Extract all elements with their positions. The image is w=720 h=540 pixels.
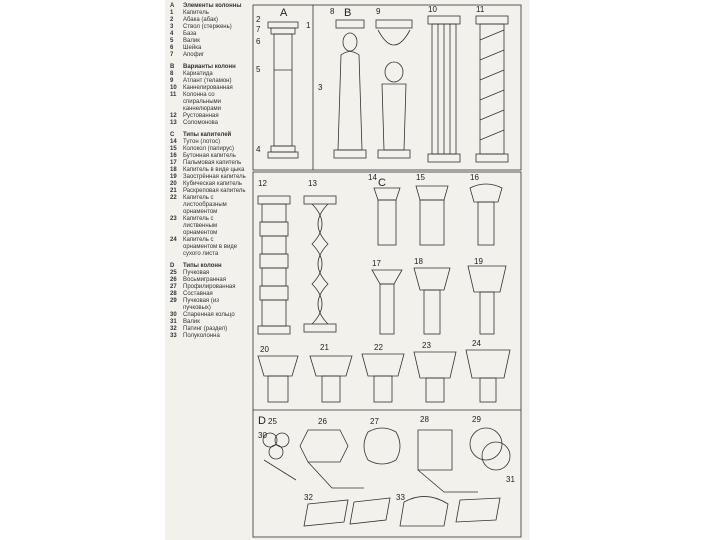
legend-section-heading [170,3,248,10]
figure-number-27: 27 [370,417,379,426]
legend-item-number: 8 [170,71,174,77]
legend-item-label: Каннелированная [183,85,233,91]
legend-section-heading [170,263,248,270]
legend-item-number: 24 [170,237,177,243]
figure-number-28: 28 [420,415,429,424]
figure-number-4: 4 [256,145,261,154]
legend-item-number: 28 [170,291,177,297]
legend-item-label: Абака (абак) [183,17,218,23]
column-fluted [428,16,460,162]
legend-item-label: Пучковая (из пучковых) [183,298,219,311]
legend-item [170,17,248,24]
legend-item [170,71,248,78]
legend-item-label: Пучковая [183,270,210,276]
legend-item-label: Колокол (папирус) [183,146,235,152]
figure-number-33: 33 [396,493,405,502]
figure-number-8: 8 [330,7,335,16]
legend-item-number: 20 [170,181,177,187]
legend-item [170,24,248,31]
legend-item [170,160,248,167]
figure-number-7: 7 [256,25,261,34]
legend-item-label: Шейка [183,45,202,51]
column-spiral [476,16,508,162]
figure-number-26: 26 [318,417,327,426]
figure-number-6: 6 [256,37,261,46]
atlas-figure [376,20,412,158]
legend-item [170,31,248,38]
figure-number-2: 2 [256,15,261,24]
legend-item-label: Капитель с лиственным орнаментом [183,216,218,236]
figure-number-12: 12 [258,179,267,188]
legend-item-label: Составная [183,291,213,297]
legend-item-number: 6 [170,45,174,51]
legend-section-title: Элементы колонны [183,3,242,9]
legend-item-number: 19 [170,174,177,180]
column-illustrations [248,0,528,540]
legend-item-label: Валик [183,38,200,44]
legend-item-number: 33 [170,333,177,339]
legend-item-number: 13 [170,120,177,126]
legend-item [170,237,248,258]
legend-item-number: 12 [170,113,177,119]
legend-item-label: Капитель с листообразным орнаментом [183,195,227,215]
figure-number-32: 32 [304,493,313,502]
legend-item-number: 9 [170,78,174,84]
column-classic [268,22,298,158]
figure-number-19: 19 [474,257,483,266]
figure-number-10: 10 [428,5,437,14]
section-letter-c: C [378,177,386,189]
legend-item [170,167,248,174]
figure-number-22: 22 [374,343,383,352]
legend-item [170,216,248,237]
legend-item [170,92,248,113]
legend-item [170,45,248,52]
legend-item-number: 1 [170,10,174,16]
figure-number-16: 16 [470,173,479,182]
legend-section-heading [170,132,248,139]
figure-number-14: 14 [368,173,377,182]
legend-section-title: Варианты колонн [183,64,236,70]
capital-row-3 [258,350,510,402]
legend-item-number: 25 [170,270,177,276]
legend-item [170,10,248,17]
legend-item [170,291,248,298]
legend-item-label: Восьмигранная [183,277,227,283]
legend-item [170,174,248,181]
legend-item-label: Пальмовая капитель [183,160,242,166]
legend-item-number: 29 [170,298,177,304]
figure-number-5: 5 [256,65,261,74]
capital-row-1 [374,184,502,245]
legend-item-number: 31 [170,319,177,325]
legend-item-number: 21 [170,188,177,194]
figure-number-17: 17 [372,259,381,268]
legend-item [170,38,248,45]
legend-item [170,146,248,153]
legend-item [170,85,248,92]
legend-item-label: Капитель с орнаментом в виде сухого листа [183,237,238,257]
legend-item-label: Ствол (стержень) [183,24,232,30]
legend-item [170,333,248,340]
legend-item-label: Патинг (раздел) [183,326,228,332]
legend-item-number: 4 [170,31,174,37]
legend-item-label: Раскреповая капитель [183,188,246,194]
legend-item-number: 26 [170,277,177,283]
legend-item-label: Атлант (теламон) [183,78,232,84]
legend-item [170,113,248,120]
legend-item [170,298,248,312]
legend-item [170,326,248,333]
legend-item-number: 7 [170,52,174,58]
figure-number-24: 24 [472,339,481,348]
legend-item [170,120,248,127]
legend-item-number: 5 [170,38,174,44]
legend-item-label: Кубическая капитель [183,181,242,187]
caryatid-figure [334,20,366,158]
column-sections [263,428,510,526]
legend-item-number: 15 [170,146,177,152]
legend-item-number: 27 [170,284,177,290]
legend-item [170,319,248,326]
figure-number-1: 1 [306,21,311,30]
legend-item [170,284,248,291]
figure-number-15: 15 [416,173,425,182]
column-solomonic [304,196,336,332]
legend-item-label: Кариатида [183,71,213,77]
figure-number-18: 18 [414,257,423,266]
figure-number-25: 25 [268,417,277,426]
figure-number-3: 3 [318,83,323,92]
figure-number-21: 21 [320,343,329,352]
legend-item [170,195,248,216]
figure-number-11: 11 [476,5,485,14]
legend-item-label: Колонна со спиральными каннелюрами [183,92,222,112]
legend-section-heading [170,64,248,71]
section-b-frame [253,5,521,170]
legend-item-number: 22 [170,195,177,201]
legend-item [170,153,248,160]
legend-item-number: 17 [170,160,177,166]
legend-item-label: Бутонная капитель [183,153,236,159]
legend-item [170,312,248,319]
figure-number-23: 23 [422,341,431,350]
legend-item-label: Валик [183,319,200,325]
legend-item-label: Рустованная [183,113,219,119]
legend-panel [170,3,248,340]
legend-section-title: Типы капителей [183,132,232,138]
legend-item-number: 10 [170,85,177,91]
legend-item-label: База [183,31,197,37]
legend-item-number: 23 [170,216,177,222]
legend-item-label: Тутон (лотос) [183,139,221,145]
figure-number-31: 31 [506,475,515,484]
legend-item-label: Капитель [183,10,209,16]
legend-section-letter: C [170,132,175,138]
legend-item-label: Апофиг [183,52,205,58]
figure-number-13: 13 [308,179,317,188]
legend-section-letter: D [170,263,175,269]
legend-section-letter: B [170,64,175,70]
legend-item-label: Полуколонна [183,333,220,339]
figure-number-29: 29 [472,415,481,424]
legend-item [170,52,248,59]
legend-item-label: Профилированная [183,284,236,290]
figure-number-30: 30 [258,431,267,440]
legend-item-label: Соломонова [183,120,219,126]
legend-item-number: 32 [170,326,177,332]
legend-section-letter: A [170,3,175,9]
figure-number-20: 20 [260,345,269,354]
legend-item [170,270,248,277]
legend-item-number: 14 [170,139,177,145]
legend-item-number: 30 [170,312,177,318]
legend-item-number: 3 [170,24,174,30]
legend-item [170,139,248,146]
legend-item [170,181,248,188]
legend-item-label: Спаренная кольцо [183,312,235,318]
legend-item [170,277,248,284]
section-letter-d: D [258,415,266,427]
figure-number-9: 9 [376,7,381,16]
section-c-d-frame [253,172,521,537]
legend-section-title: Типы колонн [183,263,222,269]
legend-item [170,188,248,195]
legend-item-number: 2 [170,17,174,23]
legend-item-number: 16 [170,153,177,159]
column-rusticated [258,196,290,334]
legend-item-label: Капитель в виде цыка [183,167,245,173]
section-letter-a: A [280,7,288,19]
legend-item-label: Заострённая капитель [183,174,246,180]
section-letter-b: B [344,7,352,19]
legend-item-number: 18 [170,167,177,173]
legend-item-number: 11 [170,92,177,98]
capital-row-2 [372,266,506,334]
legend-item [170,78,248,85]
